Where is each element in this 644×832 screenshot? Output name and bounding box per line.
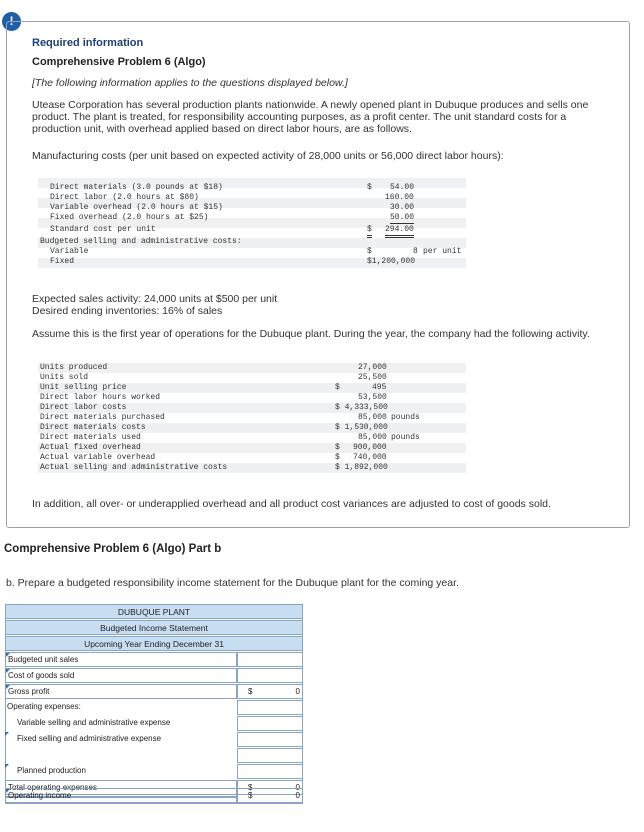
statement-title: Budgeted Income Statement bbox=[5, 620, 303, 635]
activity-label: Unit selling price bbox=[40, 383, 127, 392]
applies-note: [The following information applies to the questions displayed below.] bbox=[32, 77, 348, 89]
activity-label: Units produced bbox=[40, 363, 108, 372]
sa-cost-label: Variable bbox=[50, 247, 89, 256]
row-label-operating-expenses: Operating expenses: bbox=[7, 702, 81, 711]
dropdown-marker-icon bbox=[6, 789, 10, 793]
manufacturing-costs-intro: Manufacturing costs (per unit based on expected activity of 28,000 units or 56,000 direct labor hours): bbox=[32, 150, 504, 162]
row-label-gross-profit[interactable] bbox=[5, 684, 237, 699]
activity-amount: $ 1,530,000 bbox=[335, 423, 388, 432]
activity-label: Actual selling and administrative costs bbox=[40, 463, 228, 472]
activity-label: Direct materials costs bbox=[40, 423, 146, 432]
std-cost-label: Direct materials (3.0 pounds at $18) bbox=[50, 183, 223, 192]
activity-dollar: $ bbox=[335, 453, 340, 462]
std-cost-label: Standard cost per unit bbox=[50, 225, 156, 234]
row-label-text: Fixed selling and administrative expense bbox=[17, 734, 162, 743]
activity-unit: pounds bbox=[391, 413, 420, 422]
activity-amount: 85,000 bbox=[358, 413, 387, 422]
row-label-text: Cost of goods sold bbox=[8, 671, 75, 680]
gross-profit-total bbox=[237, 684, 303, 699]
activity-amount: 900,000 bbox=[353, 443, 387, 452]
std-cost-amount: 294.00 bbox=[385, 225, 414, 238]
activity-unit: pounds bbox=[391, 433, 420, 442]
activity-amount: 27,000 bbox=[358, 363, 387, 372]
activity-label: Actual variable overhead bbox=[40, 453, 156, 462]
desired-inventories: Desired ending inventories: 16% of sales bbox=[32, 305, 223, 317]
part-title: Comprehensive Problem 6 (Algo) Part b bbox=[4, 543, 222, 555]
standard-cost-table bbox=[38, 183, 468, 273]
activity-label: Direct materials used bbox=[40, 433, 141, 442]
dropdown-marker-icon bbox=[5, 732, 9, 736]
currency-symbol: $ bbox=[248, 687, 253, 696]
expected-sales: Expected sales activity: 24,000 units at $500 per unit bbox=[32, 293, 278, 305]
activity-label: Direct labor hours worked bbox=[40, 393, 161, 402]
total-operating-expenses-value: 0 bbox=[295, 783, 300, 792]
std-cost-label: Fixed overhead (2.0 hours at $25) bbox=[50, 213, 209, 222]
activity-label: Actual fixed overhead bbox=[40, 443, 141, 452]
row-label-text: Operating income bbox=[8, 791, 72, 800]
row-label-total-operating-expenses: Total operating expenses bbox=[5, 780, 237, 795]
activity-amount: 85,000 bbox=[358, 433, 387, 442]
part-question: b. Prepare a budgeted responsibility income statement for the Dubuque plant for the coming year. bbox=[6, 577, 459, 589]
gross-profit-value: 0 bbox=[295, 687, 300, 696]
activity-dollar: $ bbox=[335, 443, 340, 452]
problem-title: Comprehensive Problem 6 (Algo) bbox=[32, 56, 206, 68]
in-addition-note: In addition, all over- or underapplied overhead and all product cost variances are adjusted to cost of goods sold. bbox=[32, 498, 551, 510]
amount-input-operating-expenses[interactable] bbox=[237, 700, 303, 715]
sa-cost-amount: 8 bbox=[413, 247, 418, 256]
currency-symbol: $ bbox=[248, 791, 253, 800]
amount-input-planned-production[interactable] bbox=[237, 764, 303, 779]
alert-icon: ! bbox=[2, 12, 21, 31]
row-label-fixed-sa-expense[interactable] bbox=[5, 732, 237, 747]
required-info-heading: Required information bbox=[32, 37, 144, 49]
activity-dollar: $ bbox=[335, 383, 340, 392]
std-cost-amount: 54.00 bbox=[390, 183, 415, 192]
sa-cost-label: Fixed bbox=[50, 257, 75, 266]
activity-label: Units sold bbox=[40, 373, 89, 382]
row-label-blank[interactable] bbox=[5, 748, 237, 763]
budgeted-sa-heading: Budgeted selling and administrative costs: bbox=[40, 237, 242, 246]
row-label-cost-of-goods-sold[interactable] bbox=[5, 668, 237, 683]
amount-input-fixed-sa-expense[interactable] bbox=[237, 732, 303, 747]
amount-input-blank[interactable] bbox=[237, 748, 303, 763]
activity-amount: 495 bbox=[372, 383, 387, 392]
currency-symbol: $ bbox=[248, 783, 253, 792]
dropdown-marker-icon bbox=[6, 685, 10, 689]
statement-company: DUBUQUE PLANT bbox=[5, 604, 303, 619]
row-label-budgeted-unit-sales[interactable] bbox=[5, 652, 237, 667]
activity-amount: 25,500 bbox=[358, 373, 387, 382]
assume-text: Assume this is the first year of operations for the Dubuque plant. During the year, the company had the following activity. bbox=[32, 328, 590, 340]
activity-table bbox=[38, 363, 468, 475]
sa-cost-dollar: $ bbox=[367, 247, 372, 256]
operating-income-total bbox=[237, 788, 303, 803]
row-label-variable-sa-expense: Variable selling and administrative expense bbox=[17, 718, 171, 727]
row-label-text: Planned production bbox=[17, 766, 86, 775]
row-label-text: Gross profit bbox=[8, 687, 50, 696]
amount-input-budgeted-unit-sales[interactable] bbox=[237, 652, 303, 667]
std-cost-label: Direct labor (2.0 hours at $80) bbox=[50, 193, 199, 202]
std-cost-amount: 50.00 bbox=[390, 213, 415, 222]
activity-amount: 740,000 bbox=[353, 453, 387, 462]
activity-amount: 53,500 bbox=[358, 393, 387, 402]
operating-income-value: 0 bbox=[295, 791, 300, 800]
activity-label: Direct labor costs bbox=[40, 403, 127, 412]
std-cost-label: Variable overhead (2.0 hours at $15) bbox=[50, 203, 223, 212]
activity-amount: $ 1,892,000 bbox=[335, 463, 388, 472]
intro-paragraph: Utease Corporation has several production plants nationwide. A newly opened plant in Dubuque produces and sells one product. The plant is treated, for responsibility accounting purposes, as a profit center. The unit standard costs for a production unit, with overhead applied based on direct labor hours, are as follows. bbox=[32, 99, 589, 135]
sa-cost-amount: $1,200,000 bbox=[367, 257, 416, 266]
activity-amount: $ 4,333,500 bbox=[335, 403, 388, 412]
dropdown-marker-icon bbox=[6, 669, 10, 673]
std-cost-amount: 160.00 bbox=[385, 193, 414, 202]
statement-period: Upcoming Year Ending December 31 bbox=[5, 636, 303, 651]
dropdown-marker-icon bbox=[6, 653, 10, 657]
row-label-text: Budgeted unit sales bbox=[8, 655, 79, 664]
dropdown-marker-icon bbox=[5, 764, 9, 768]
row-label-operating-income[interactable] bbox=[5, 788, 237, 803]
std-cost-dollar: $ bbox=[367, 183, 372, 192]
row-label-planned-production[interactable] bbox=[5, 764, 237, 779]
amount-input-variable-sa-expense[interactable] bbox=[237, 716, 303, 731]
activity-label: Direct materials purchased bbox=[40, 413, 165, 422]
sa-cost-unit: per unit bbox=[423, 247, 462, 256]
std-cost-dollar: $ bbox=[367, 225, 372, 238]
std-cost-amount: 30.00 bbox=[390, 203, 415, 212]
amount-input-cost-of-goods-sold[interactable] bbox=[237, 668, 303, 683]
